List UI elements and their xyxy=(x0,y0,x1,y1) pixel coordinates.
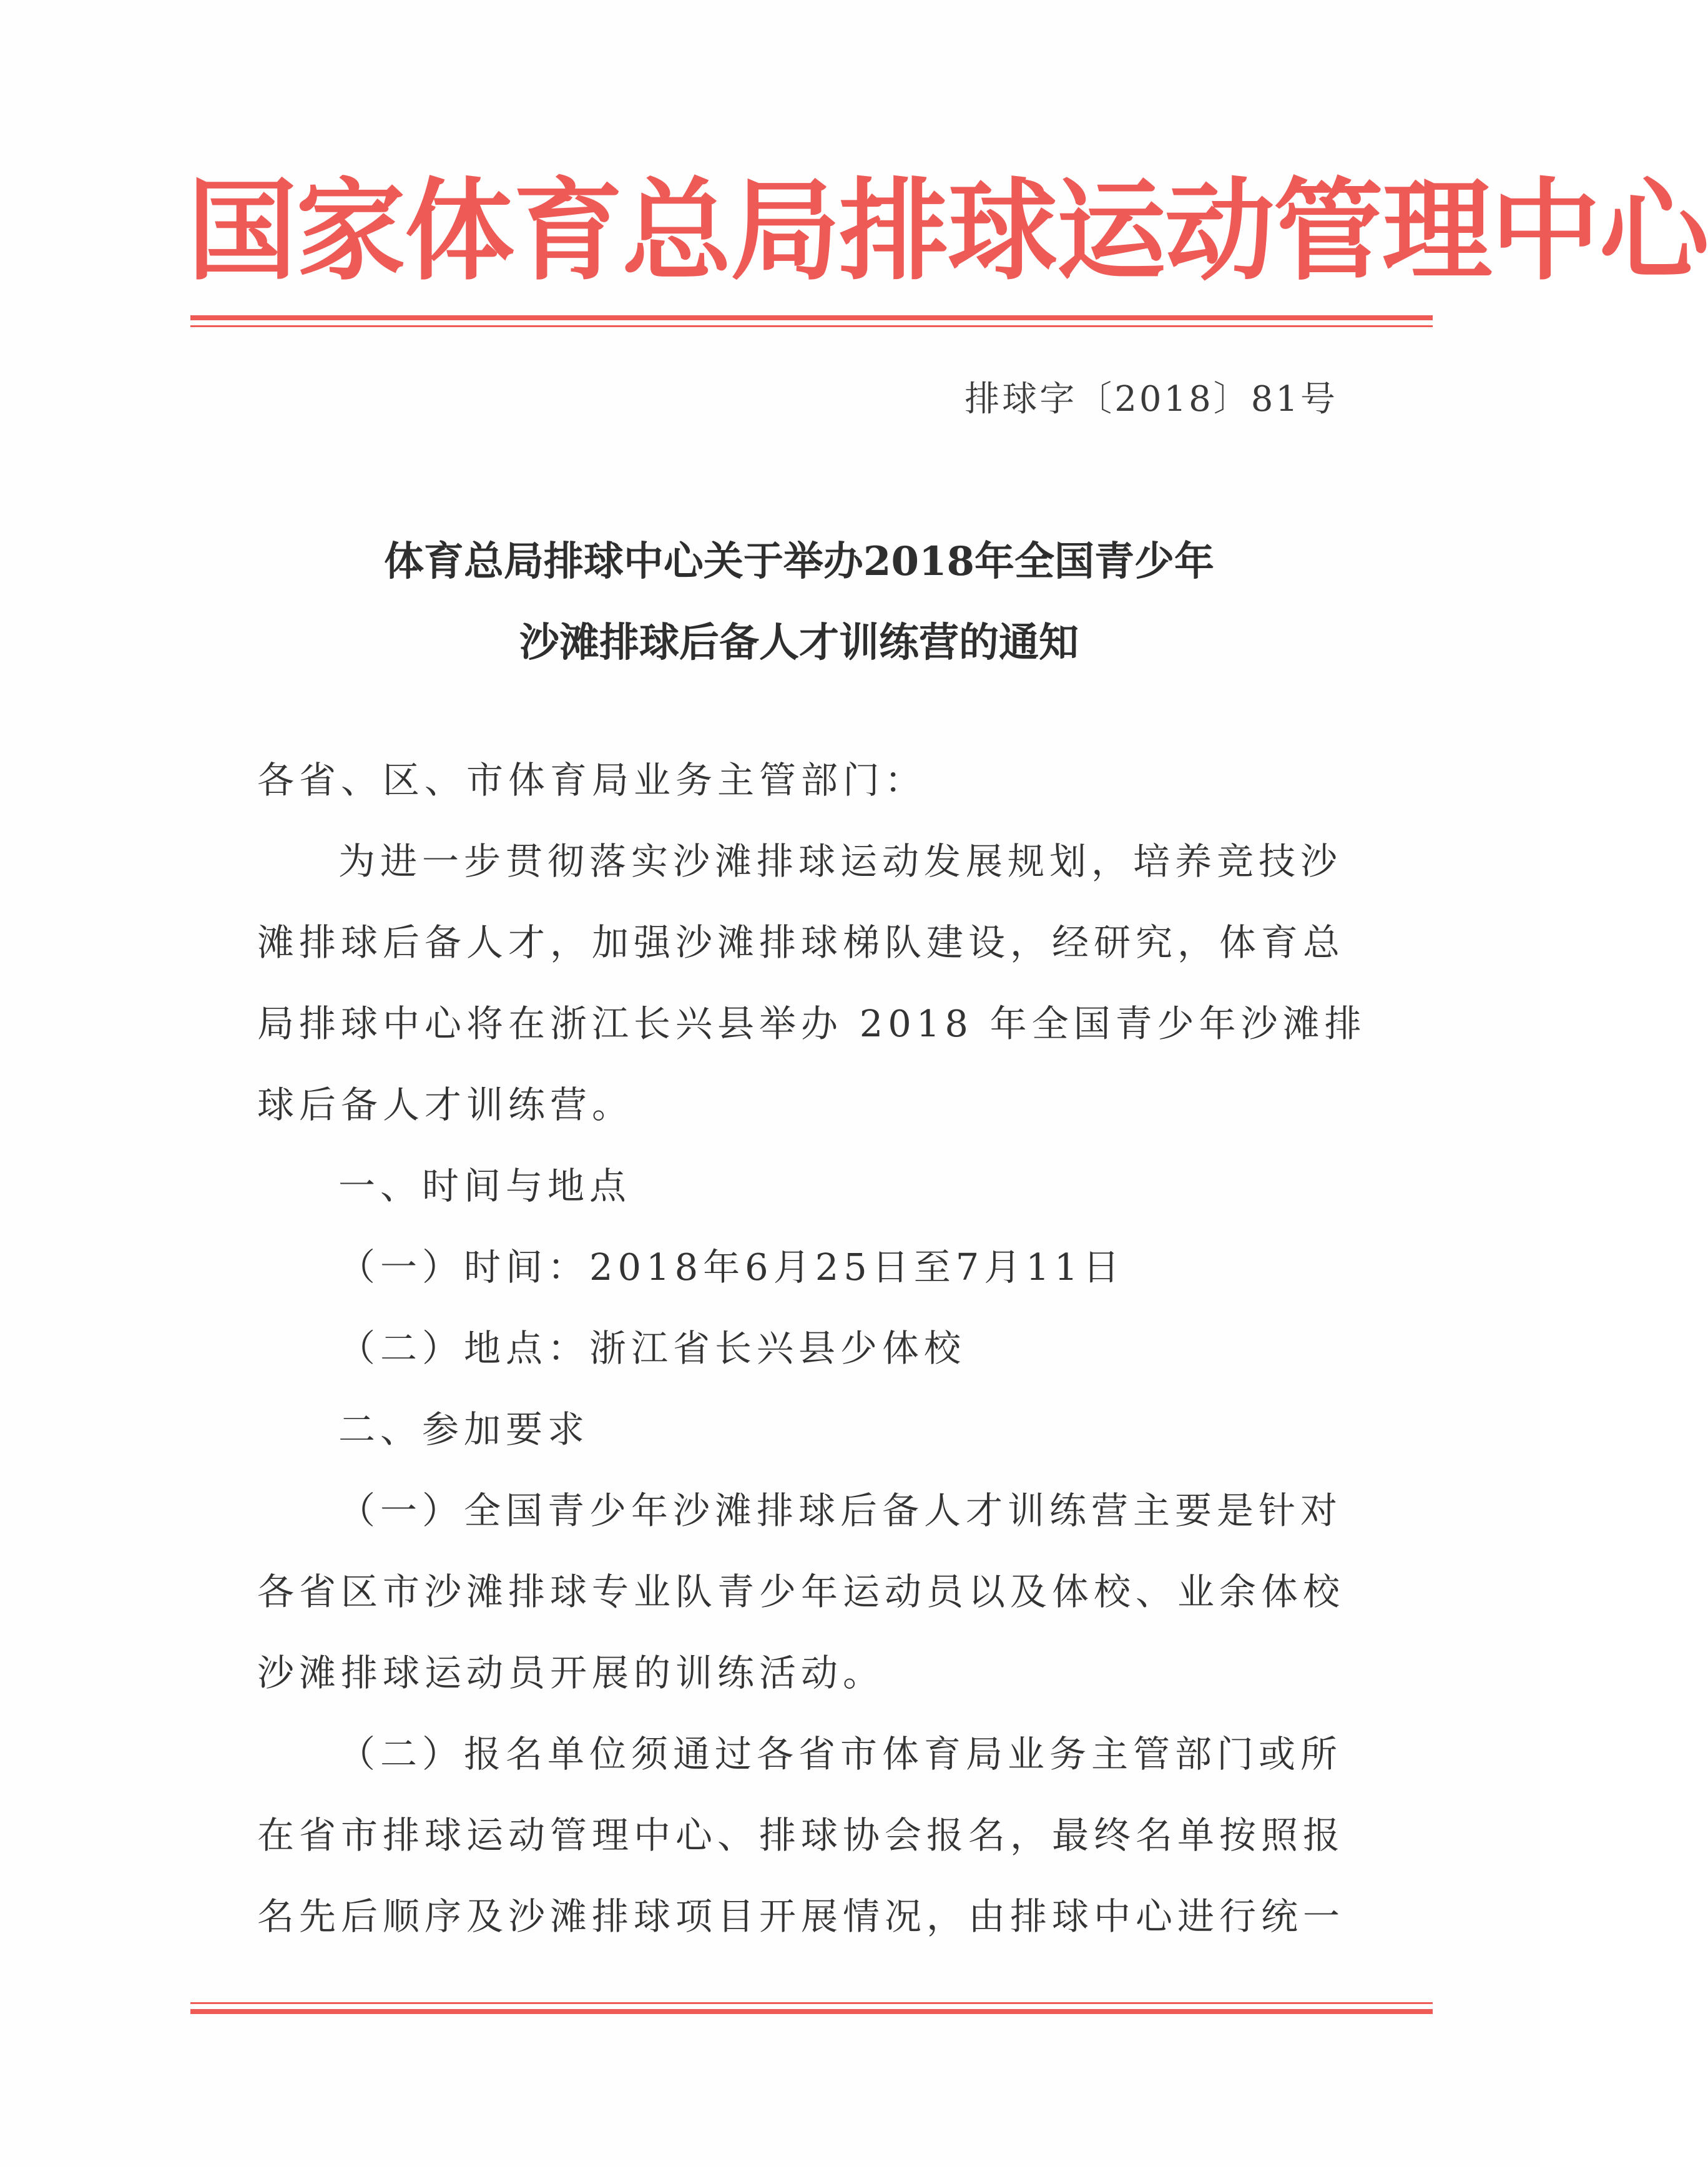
footer-red-rule xyxy=(190,2002,1433,2014)
section-2-item-2-line: （二）报名单位须通过各省市体育局业务主管部门或所 xyxy=(338,1732,1343,1776)
salutation: 各省、区、市体育局业务主管部门： xyxy=(257,759,927,802)
letterhead-title: 国家体育总局排球运动管理中心 xyxy=(187,166,1708,295)
section-2-item-2-line: 在省市排球运动管理中心、排球协会报名，最终名单按照报 xyxy=(257,1814,1345,1857)
section-2-item-1-line: 各省区市沙滩排球专业队青少年运动员以及体校、业余体校 xyxy=(257,1570,1345,1613)
section-1-time: （一）时间：2018年6月25日至7月11日 xyxy=(338,1246,1125,1289)
letterhead-red-rule xyxy=(190,315,1433,327)
intro-line: 滩排球后备人才，加强沙滩排球梯队建设，经研究，体育总 xyxy=(257,921,1345,964)
intro-line: 为进一步贯彻落实沙滩排球运动发展规划，培养竞技沙 xyxy=(338,840,1343,883)
section-1-place: （二）地点：浙江省长兴县少体校 xyxy=(338,1327,966,1370)
intro-line: 局排球中心将在浙江长兴县举办 2018 年全国青少年沙滩排 xyxy=(257,1002,1367,1045)
section-2-item-1-line: 沙滩排球运动员开展的训练活动。 xyxy=(257,1651,885,1694)
section-2-heading: 二、参加要求 xyxy=(338,1408,590,1451)
section-1-heading: 一、时间与地点 xyxy=(338,1164,632,1207)
document-number: 排球字〔2018〕81号 xyxy=(964,379,1338,420)
document-title-line-2: 沙滩排球后备人才训练营的通知 xyxy=(519,619,1079,666)
document-title-line-1: 体育总局排球中心关于举办2018年全国青少年 xyxy=(383,538,1215,585)
section-2-item-2-line: 名先后顺序及沙滩排球项目开展情况，由排球中心进行统一 xyxy=(257,1895,1345,1938)
intro-line: 球后备人才训练营。 xyxy=(257,1083,634,1126)
section-2-item-1-line: （一）全国青少年沙滩排球后备人才训练营主要是针对 xyxy=(338,1489,1343,1532)
